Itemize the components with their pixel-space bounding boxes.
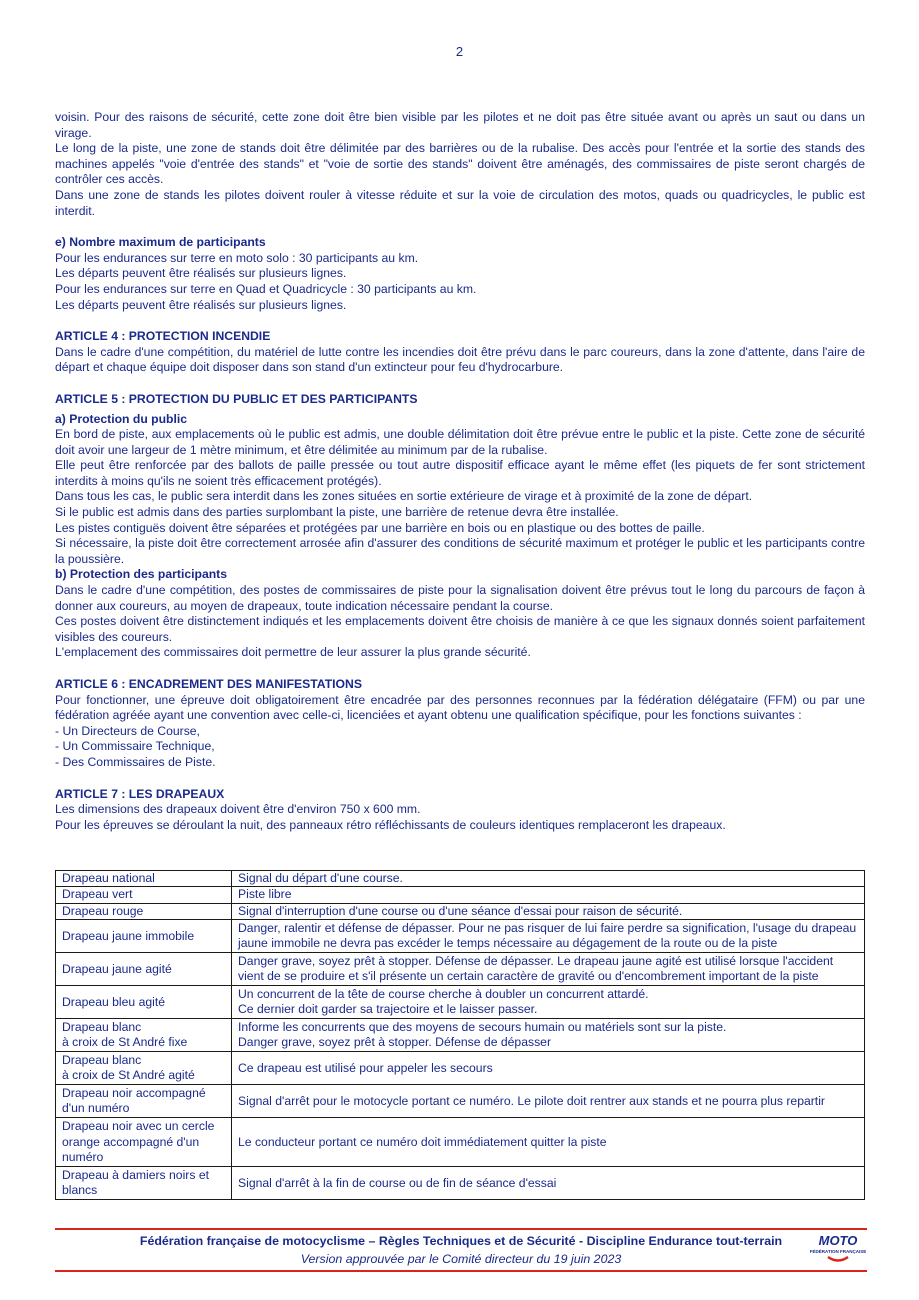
article-5b-paragraph: L'emplacement des commissaires doit permettre de leur assurer la plus grande sécurité.	[55, 645, 531, 660]
page-number: 2	[455, 44, 464, 59]
article-7-heading: ARTICLE 7 : LES DRAPEAUX	[55, 786, 225, 801]
section-e-heading: e) Nombre maximum de participants	[55, 235, 266, 250]
intro-paragraph-3: Dans une zone de stands les pilotes doivent rouler à vitesse réduite et sur la voie de circulation des motos, quads ou quadricycles, le public est interdit.	[55, 187, 865, 218]
flag-row	[56, 903, 865, 919]
flag-name-cell: Drapeau national	[56, 871, 232, 887]
section-e-line: Pour les endurances sur terre en moto solo : 30 participants au km.	[55, 250, 419, 265]
article-5b-heading: b) Protection des participants	[55, 567, 228, 582]
article-4-text: Dans le cadre d'une compétition, du matériel de lutte contre les incendies doit être prévu dans le parc coureurs, dans la zone d'attente, dans l'aire de départ et chaque équipe doit disposer dans son stand d'un extincteur pour feu d'hydrocarbure.	[55, 344, 865, 375]
flag-row	[56, 953, 865, 986]
flag-name-cell: Drapeau jaune agité	[56, 953, 232, 986]
flag-name-cell: Drapeau à damiers noirs et blancs	[56, 1167, 232, 1200]
flag-meaning-cell: Le conducteur portant ce numéro doit immédiatement quitter la piste	[232, 1118, 865, 1167]
flag-name-cell: Drapeau rouge	[56, 903, 232, 919]
flag-meaning-cell: Piste libre	[232, 887, 865, 903]
flag-meaning-cell: Signal d'arrêt à la fin de course ou de fin de séance d'essai	[232, 1167, 865, 1200]
flag-meaning-cell: Danger grave, soyez prêt à stopper. Défense de dépasser. Le drapeau jaune agité est utilisé lorsque l'accident vient de se produire et s'il présente un certain caractère de gravité ou d'encombrement important de la piste	[232, 953, 865, 986]
flag-row	[56, 920, 865, 953]
flag-row	[56, 1052, 865, 1085]
article-6-item: - Un Commissaire Technique,	[55, 739, 215, 754]
article-6-text: Pour fonctionner, une épreuve doit obligatoirement être encadrée par des personnes reconnues par la fédération délégataire (FFM) ou par une fédération agréée ayant une convention avec celle-ci, licenciées et ayant obtenu une qualification spécifique, pour les fonctions suivantes :	[55, 692, 865, 723]
article-6-item: - Un Directeurs de Course,	[55, 723, 200, 738]
section-e-line: Les départs peuvent être réalisés sur plusieurs lignes.	[55, 266, 347, 281]
logo-wordmark: MOTO	[818, 1233, 858, 1248]
article-6-heading: ARTICLE 6 : ENCADREMENT DES MANIFESTATIONS	[55, 677, 362, 691]
footer-bottom-rule	[55, 1270, 867, 1272]
intro-paragraph-1: voisin. Pour des raisons de sécurité, cette zone doit être bien visible par les pilotes et ne doit pas être située avant ou après un saut ou dans un virage.	[55, 110, 865, 140]
flag-meaning-cell: Un concurrent de la tête de course cherche à doubler un concurrent attardé. Ce dernier doit garder sa trajectoire et le laisser passer.	[232, 986, 865, 1019]
article-7-line: Pour les épreuves se déroulant la nuit, des panneaux rétro réfléchissants de couleurs identiques remplaceront les drapeaux.	[55, 817, 726, 832]
flag-name-cell: Drapeau noir accompagné d'un numéro	[56, 1085, 232, 1118]
article-5b-paragraph: Dans le cadre d'une compétition, des postes de commissaires de piste pour la signalisation doivent être prévus tout le long du parcours de façon à donner aux coureurs, au moyen de drapeaux, toute indication nécessaire pendant la course.	[55, 583, 865, 613]
ffm-logo	[809, 1230, 867, 1266]
intro-paragraph-2: Le long de la piste, une zone de stands doit être délimitée par des barrières ou de la rubalise. Des accès pour l'entrée et la sortie des stands des machines appelés "voie d'entrée des stands" et "voie de sortie des stands" doivent être aménagés, des commissaires de piste seront chargés de contrôler ces accès.	[55, 141, 865, 187]
article-5b-paragraph: Ces postes doivent être distinctement indiqués et les emplacements doivent être choisis de manière à ce que les signaux donnés soient parfaitement visibles des coureurs.	[55, 614, 865, 644]
footer-top-rule	[55, 1228, 867, 1230]
flag-name-cell: Drapeau noir avec un cercle orange accompagné d'un numéro	[56, 1118, 232, 1167]
article-5a-heading: a) Protection du public	[55, 411, 188, 426]
footer-title: Fédération française de motocyclisme – Règles Techniques et de Sécurité - Discipline Endurance tout-terrain	[139, 1234, 783, 1248]
article-5-heading: ARTICLE 5 : PROTECTION DU PUBLIC ET DES PARTICIPANTS	[55, 391, 418, 406]
section-e-line: Pour les endurances sur terre en Quad et Quadricycle : 30 participants au km.	[55, 281, 477, 296]
article-5a-paragraph: En bord de piste, aux emplacements où le public est admis, une double délimitation doit être prévue entre le public et la piste. Cette zone de sécurité doit avoir une largeur de 1 mètre minimum, et être délimitée au minimum par de la rubalise.	[55, 427, 865, 457]
article-6-item: - Des Commissaires de Piste.	[55, 754, 216, 769]
flag-row	[56, 1118, 865, 1167]
flag-name-cell: Drapeau jaune immobile	[56, 920, 232, 953]
flag-row	[56, 1019, 865, 1052]
article-5a-paragraph: Si le public est admis dans des parties surplombant la piste, une barrière de retenue devra être installée.	[55, 505, 619, 520]
flag-name-cell: Drapeau blanc à croix de St André agité	[56, 1052, 232, 1085]
flag-row	[56, 986, 865, 1019]
document-body	[55, 110, 865, 833]
flag-row	[56, 1085, 865, 1118]
flag-meaning-cell: Informe les concurrents que des moyens de secours humain ou matériels sont sur la piste. Danger grave, soyez prêt à stopper. Défense de dépasser	[232, 1019, 865, 1052]
section-e-line: Les départs peuvent être réalisés sur plusieurs lignes.	[55, 297, 347, 312]
article-7-line: Les dimensions des drapeaux doivent être d'environ 750 x 600 mm.	[55, 802, 421, 817]
logo-subtext: FÉDÉRATION FRANÇAISE	[809, 1249, 867, 1254]
flag-meaning-cell: Ce drapeau est utilisé pour appeler les secours	[232, 1052, 865, 1085]
flag-meaning-cell: Signal d'interruption d'une course ou d'une séance d'essai pour raison de sécurité.	[232, 903, 865, 919]
flag-name-cell: Drapeau bleu agité	[56, 986, 232, 1019]
article-4-heading: ARTICLE 4 : PROTECTION INCENDIE	[55, 329, 271, 344]
footer-subtitle: Version approuvée par le Comité directeur du 19 juin 2023	[300, 1252, 622, 1266]
flag-name-cell: Drapeau vert	[56, 887, 232, 903]
article-5a-paragraph: Les pistes contiguës doivent être séparées et protégées par une barrière en bois ou en plastique ou des bottes de paille.	[55, 520, 705, 535]
flag-row	[56, 1167, 865, 1200]
logo-swoosh	[828, 1257, 848, 1261]
flag-name-cell: Drapeau blanc à croix de St André fixe	[56, 1019, 232, 1052]
flag-meaning-cell: Signal du départ d'une course.	[232, 871, 865, 887]
flag-meaning-cell: Signal d'arrêt pour le motocycle portant ce numéro. Le pilote doit rentrer aux stands et ne pourra plus repartir	[232, 1085, 865, 1118]
flags-table	[55, 870, 865, 1200]
article-5a-paragraph: Dans tous les cas, le public sera interdit dans les zones situées en sortie extérieure de virage et à proximité de la zone de départ.	[55, 489, 753, 504]
flag-meaning-cell: Danger, ralentir et défense de dépasser. Pour ne pas risquer de lui faire perdre sa signification, l'usage du drapeau jaune immobile ne devra pas excéder le temps nécessaire au dégagement de la route ou de la piste	[232, 920, 865, 953]
article-5a-paragraph: Si nécessaire, la piste doit être correctement arrosée afin d'assurer des conditions de sécurité maximum et protéger le public et les participants contre la poussière.	[55, 536, 865, 566]
flag-row	[56, 871, 865, 887]
article-5a-paragraph: Elle peut être renforcée par des ballots de paille pressée ou tout autre dispositif efficace ayant le même effet (les piquets de fer sont strictement interdits à moins qu'ils ne soient très efficacement protégés).	[55, 458, 865, 488]
flag-row	[56, 887, 865, 903]
